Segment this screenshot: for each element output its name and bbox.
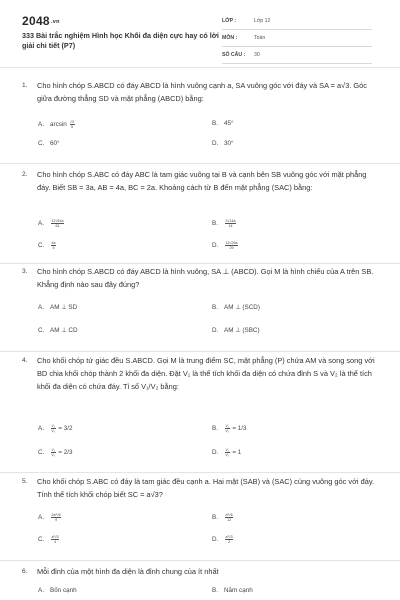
option-fraction [70,120,75,129]
document-header [0,0,400,68]
option-letter: B. [212,220,218,228]
option-text: AM ⊥ SD [50,304,78,311]
fraction-numerator: 12√29a [225,241,238,245]
fraction-denominator: 2 [228,540,231,544]
option-b[interactable] [212,587,253,594]
question-number: 6. [22,568,28,575]
option-d[interactable] [212,241,239,250]
option-fraction [51,535,59,544]
option-c[interactable] [38,327,78,334]
fraction-denominator: 5 [71,125,74,129]
meta-row-mon [222,30,372,47]
option-value: = 3/2 [58,425,73,433]
option-c[interactable] [38,535,60,544]
option-a[interactable] [38,424,73,433]
option-c[interactable] [38,241,57,250]
fraction-denominator: V₂ [225,453,230,457]
option-fraction [51,241,56,250]
fraction-numerator: 4a [51,241,56,245]
option-b[interactable] [212,513,234,522]
question-4 [0,352,400,473]
option-letter: A. [38,425,44,433]
option-letter: A. [38,220,44,228]
option-letter: B. [212,304,218,311]
meta-value-lop: Lớp 12 [254,18,271,24]
fraction-denominator: 61 [55,224,60,228]
question-3 [0,264,400,352]
option-a[interactable] [38,304,77,311]
meta-row-so-cau [222,47,372,64]
logo-suffix: .vn [50,18,60,25]
site-logo[interactable] [22,14,60,28]
fraction-numerator: √3 [70,120,75,124]
question-text: Cho hình chóp S.ABCD có đáy ABCD là hình vuông, SA ⊥ (ABCD). Gọi M là hình chiếu của A trên SB. Khẳng định nào sau đây đúng? [37,267,374,289]
fraction-numerator: a³√6 [225,513,233,517]
option-letter: B. [212,587,218,594]
option-letter: A. [38,304,44,311]
meta-value-mon: Toán [254,35,266,41]
option-letter: A. [38,514,44,522]
fraction-numerator: a³√3 [225,535,233,539]
option-fraction [225,424,230,433]
meta-table [222,13,372,64]
option-fraction [51,219,64,228]
meta-label-so-cau: SỐ CÂU : [222,52,246,58]
question-list [0,68,400,600]
option-fraction [51,448,56,457]
fraction-denominator: 5 [52,246,55,250]
option-b[interactable] [212,424,247,433]
option-d[interactable] [212,448,241,457]
option-text: arcsin [50,121,67,129]
fraction-denominator: 14 [228,224,233,228]
option-text: Bốn cạnh [50,587,77,594]
option-value: = 2/3 [58,449,73,457]
option-fraction [225,535,233,544]
fraction-numerator: V₁ [51,424,56,428]
fraction-denominator: V₂ [225,429,230,433]
option-letter: C. [38,449,45,457]
question-text: Cho khối chóp S.ABC có đáy là tam giác đều cạnh a. Hai mặt (SAB) và (SAC) cùng vuông góc với đáy. Tính thể tích khối chóp biết SC = a√3? [37,477,375,499]
option-d[interactable] [212,327,260,334]
question-5 [0,473,400,561]
option-letter: C. [38,140,45,147]
option-fraction [225,219,236,228]
fraction-denominator: V₂ [51,429,56,433]
fraction-numerator: V₁ [51,448,56,452]
option-letter: D. [212,449,219,457]
option-letter: D. [212,327,219,334]
question-6 [0,561,400,600]
page-title: 333 Bài trắc nghiệm Hình học Khối đa diện cực hay có lời giải chi tiết (P7) [22,31,219,50]
meta-row-lop [222,13,372,30]
fraction-denominator: 4 [54,540,57,544]
option-d[interactable] [212,535,234,544]
option-text: 30° [224,140,234,147]
option-letter: A. [38,121,44,129]
option-letter: B. [212,120,218,127]
option-value: = 1/3 [232,425,247,433]
option-letter: C. [38,536,45,544]
option-text: AM ⊥ (SCD) [224,304,260,311]
fraction-denominator: V₂ [51,453,56,457]
option-letter: B. [212,514,218,522]
meta-label-mon: MÔN : [222,35,238,41]
fraction-numerator: 2a³√6 [51,513,61,517]
option-letter: D. [212,536,219,544]
option-letter: D. [212,242,219,250]
option-fraction [225,241,238,250]
question-number: 4. [22,357,28,364]
option-a[interactable] [38,219,65,228]
option-d[interactable] [212,140,234,147]
fraction-denominator: 9 [55,518,58,522]
question-1 [0,68,400,164]
question-text: Cho hình chóp S.ABC có đáy ABC là tam giác vuông tại B và cạnh bên SB vuông góc với mặt phẳng đáy. Biết SB = 3a, AB = 4a, BC = 2a. Khoảng cách từ B đến mặt phẳng (SAC) bằng: [37,170,367,192]
option-c[interactable] [38,140,60,147]
option-fraction [225,448,230,457]
fraction-numerator: 12√61a [51,219,64,223]
question-number: 5. [22,478,28,485]
question-2 [0,164,400,264]
option-fraction [51,424,56,433]
fraction-numerator: V₁ [225,448,230,452]
option-letter: B. [212,425,218,433]
option-text: AM ⊥ (SBC) [224,327,260,334]
option-fraction [51,513,61,522]
option-b[interactable] [212,120,234,127]
option-c[interactable] [38,448,73,457]
question-number: 3. [22,268,28,275]
option-a[interactable] [38,587,77,594]
question-text: Cho khối chóp tứ giác đều S.ABCD. Gọi M là trung điểm SC, mặt phẳng (P) chứa AM và song song với BD chia khối chóp thành 2 khối đa diện. Đặt V₁ là thể tích khối đa diện có chứa đỉnh S và V₂ là thể tích khối đa diện có chứa đáy. Tỉ số V₁/V₂ bằng: [37,356,375,391]
option-text: 45° [224,120,234,127]
logo-text: 2048 [22,14,50,28]
option-a[interactable] [38,513,62,522]
question-number: 2. [22,171,28,178]
option-text: AM ⊥ CD [50,327,78,334]
option-letter: A. [38,587,44,594]
fraction-numerator: V₁ [225,424,230,428]
option-b[interactable] [212,304,260,311]
fraction-numerator: 3√14a [225,219,236,223]
question-text: Cho hình chóp S.ABCD có đáy ABCD là hình vuông cạnh a, SA vuông góc với đáy và SA = a√3. Góc giữa đường thẳng SD và mặt phẳng (ABCD) bằng: [37,81,367,103]
option-letter: C. [38,327,45,334]
option-b[interactable] [212,219,237,228]
option-text: 60° [50,140,60,147]
option-fraction [225,513,233,522]
fraction-numerator: a³√3 [51,535,59,539]
option-text: Năm cạnh [224,587,253,594]
option-letter: C. [38,242,45,250]
option-value: = 1 [232,449,242,457]
option-a[interactable] [38,120,76,129]
fraction-denominator: 12 [227,518,232,522]
question-text: Mỗi đỉnh của một hình đa diện là đỉnh chung của ít nhất [37,567,219,576]
meta-label-lop: LỚP : [222,18,237,24]
fraction-denominator: 29 [229,246,234,250]
question-number: 1. [22,82,28,89]
option-letter: D. [212,140,219,147]
meta-value-so-cau: 30 [254,52,260,58]
